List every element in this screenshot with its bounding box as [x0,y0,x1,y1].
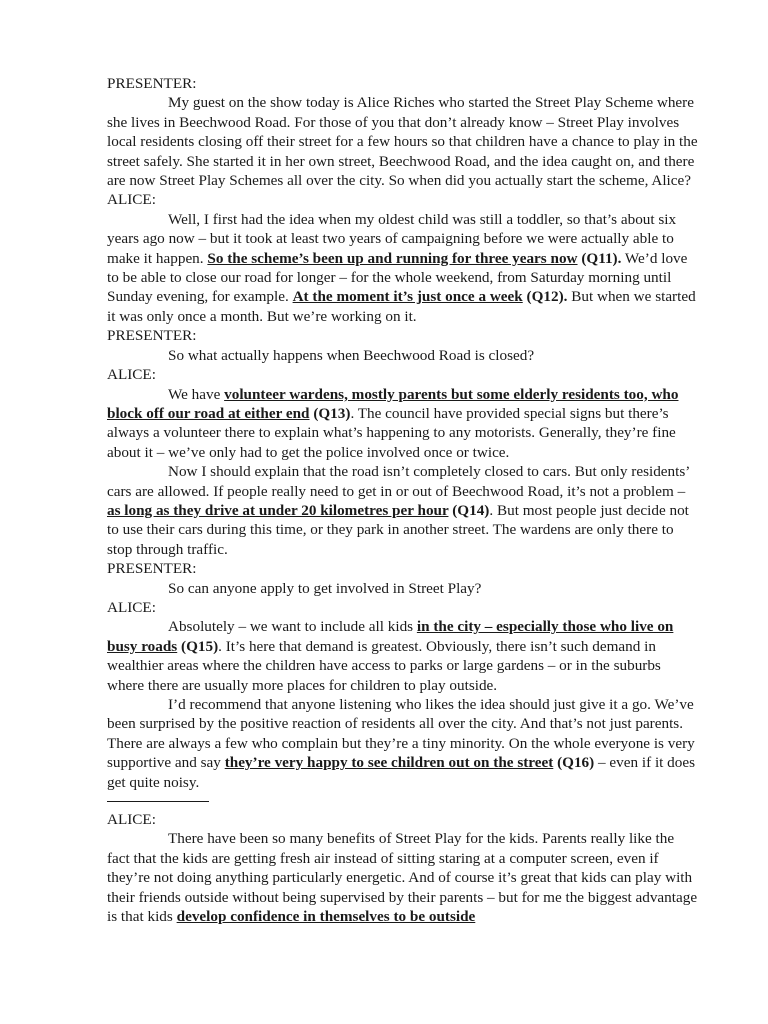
answer-highlight: in the city – especially those who live on busy roads [107,618,674,655]
speaker-label: ALICE: [107,598,156,616]
transcript-paragraph [107,617,699,695]
transcript-paragraph [107,579,699,598]
transcript-paragraph [107,346,699,365]
paragraph-text: But when we started it was only once a month. But we’re working on it. [107,288,696,325]
speaker-label: PRESENTER: [107,75,197,92]
question-number: (Q14) [448,501,490,519]
answer-highlight: as long as they drive at under 20 kilometres per hour [107,501,449,519]
answer-highlight: So the scheme’s been up and running for three years now [207,249,578,267]
paragraph-text: I’d recommend that anyone listening who likes the idea should just give it a go. We’ve been surprised by the positive reaction of residents all over the city. And that’s not just parents. There are always a few who complain but they’re a tiny minority. On the whole everyone is very supportive and say [107,696,695,772]
paragraph-text: There have been so many benefits of Street Play for the kids. Parents really like the fact that the kids are getting fresh air instead of sitting staring at a computer screen, even if they’re not doing anything particularly energetic. And of course it’s great that kids can play with their friends outside without being supervised by their parents – but for me the biggest advantage is that kids [107,830,698,926]
answer-highlight: volunteer wardens, mostly parents but some elderly residents too, who block off our road at either end [107,385,679,422]
paragraph-text: . The council have provided special signs but there’s always a volunteer there to explain what’s happening to any motorists. Generally, they’re fine about it – we’ve only had to get the police involved once or twice. [107,404,676,461]
paragraph-text: Now I should explain that the road isn’t completely closed to cars. But only residents’ cars are allowed. If people really need to get in or out of Beechwood Road, it’s not a problem – [107,463,690,500]
paragraph-text: So what actually happens when Beechwood Road is closed? [168,346,535,364]
speaker-label: ALICE: [107,811,156,829]
transcript-paragraph [107,210,699,326]
transcript-paragraph [107,385,699,463]
question-number: (Q11). [577,249,622,267]
paragraph-text: So can anyone apply to get involved in Street Play? [168,579,482,597]
question-number: (Q16) [553,754,595,772]
speaker-label: ALICE: [107,366,156,384]
paragraph-text: We’d love to be able to close our road for longer – for the whole weekend, from Saturday morning until Sunday evening, for example. [107,249,688,306]
paragraph-text: . But most people just decide not to use their cars during this time, or they park in another street. The wardens are only there to stop through traffic. [107,501,689,558]
transcript-page [107,74,699,926]
speaker-label: PRESENTER: [107,560,197,578]
question-number: (Q13) [309,404,351,422]
speaker-label: ALICE: [107,191,156,209]
question-number: (Q15) [177,637,219,655]
section-divider [107,801,209,802]
paragraph-text: We have [168,385,225,403]
transcript-paragraph [107,695,699,792]
paragraph-text: My guest on the show today is Alice Riches who started the Street Play Scheme where she lives in Beechwood Road. For those of you that don’t already know – Street Play involves local residents closing off their street for a few hours so that children have a chance to play in the street safely. She started it in her own street, Beechwood Road, and the idea caught on, and there are now Street Play Schemes all over the city. So when did you actually start the scheme, Alice? [107,94,698,190]
paragraph-text: – even if it does get quite noisy. [107,754,696,791]
transcript-paragraph [107,462,699,559]
paragraph-text: . It’s here that demand is greatest. Obviously, there isn’t such demand in wealthier areas where the children have access to parks or large gardens – or in the suburbs where there are usually more places for children to play outside. [107,637,661,694]
answer-highlight: At the moment it’s just once a week [292,288,523,306]
paragraph-text: Well, I first had the idea when my oldest child was still a toddler, so that’s about six years ago now – but it took at least two years of campaigning before we were actually able to make it happen. [107,210,677,267]
speaker-label: PRESENTER: [107,327,197,345]
paragraph-text: Absolutely – we want to include all kids [168,618,417,636]
answer-highlight: develop confidence in themselves to be outside [176,908,476,926]
answer-highlight: they’re very happy to see children out on the street [224,754,554,772]
transcript-paragraph [107,829,699,926]
transcript-paragraph [107,93,699,190]
question-number: (Q12). [522,288,568,306]
